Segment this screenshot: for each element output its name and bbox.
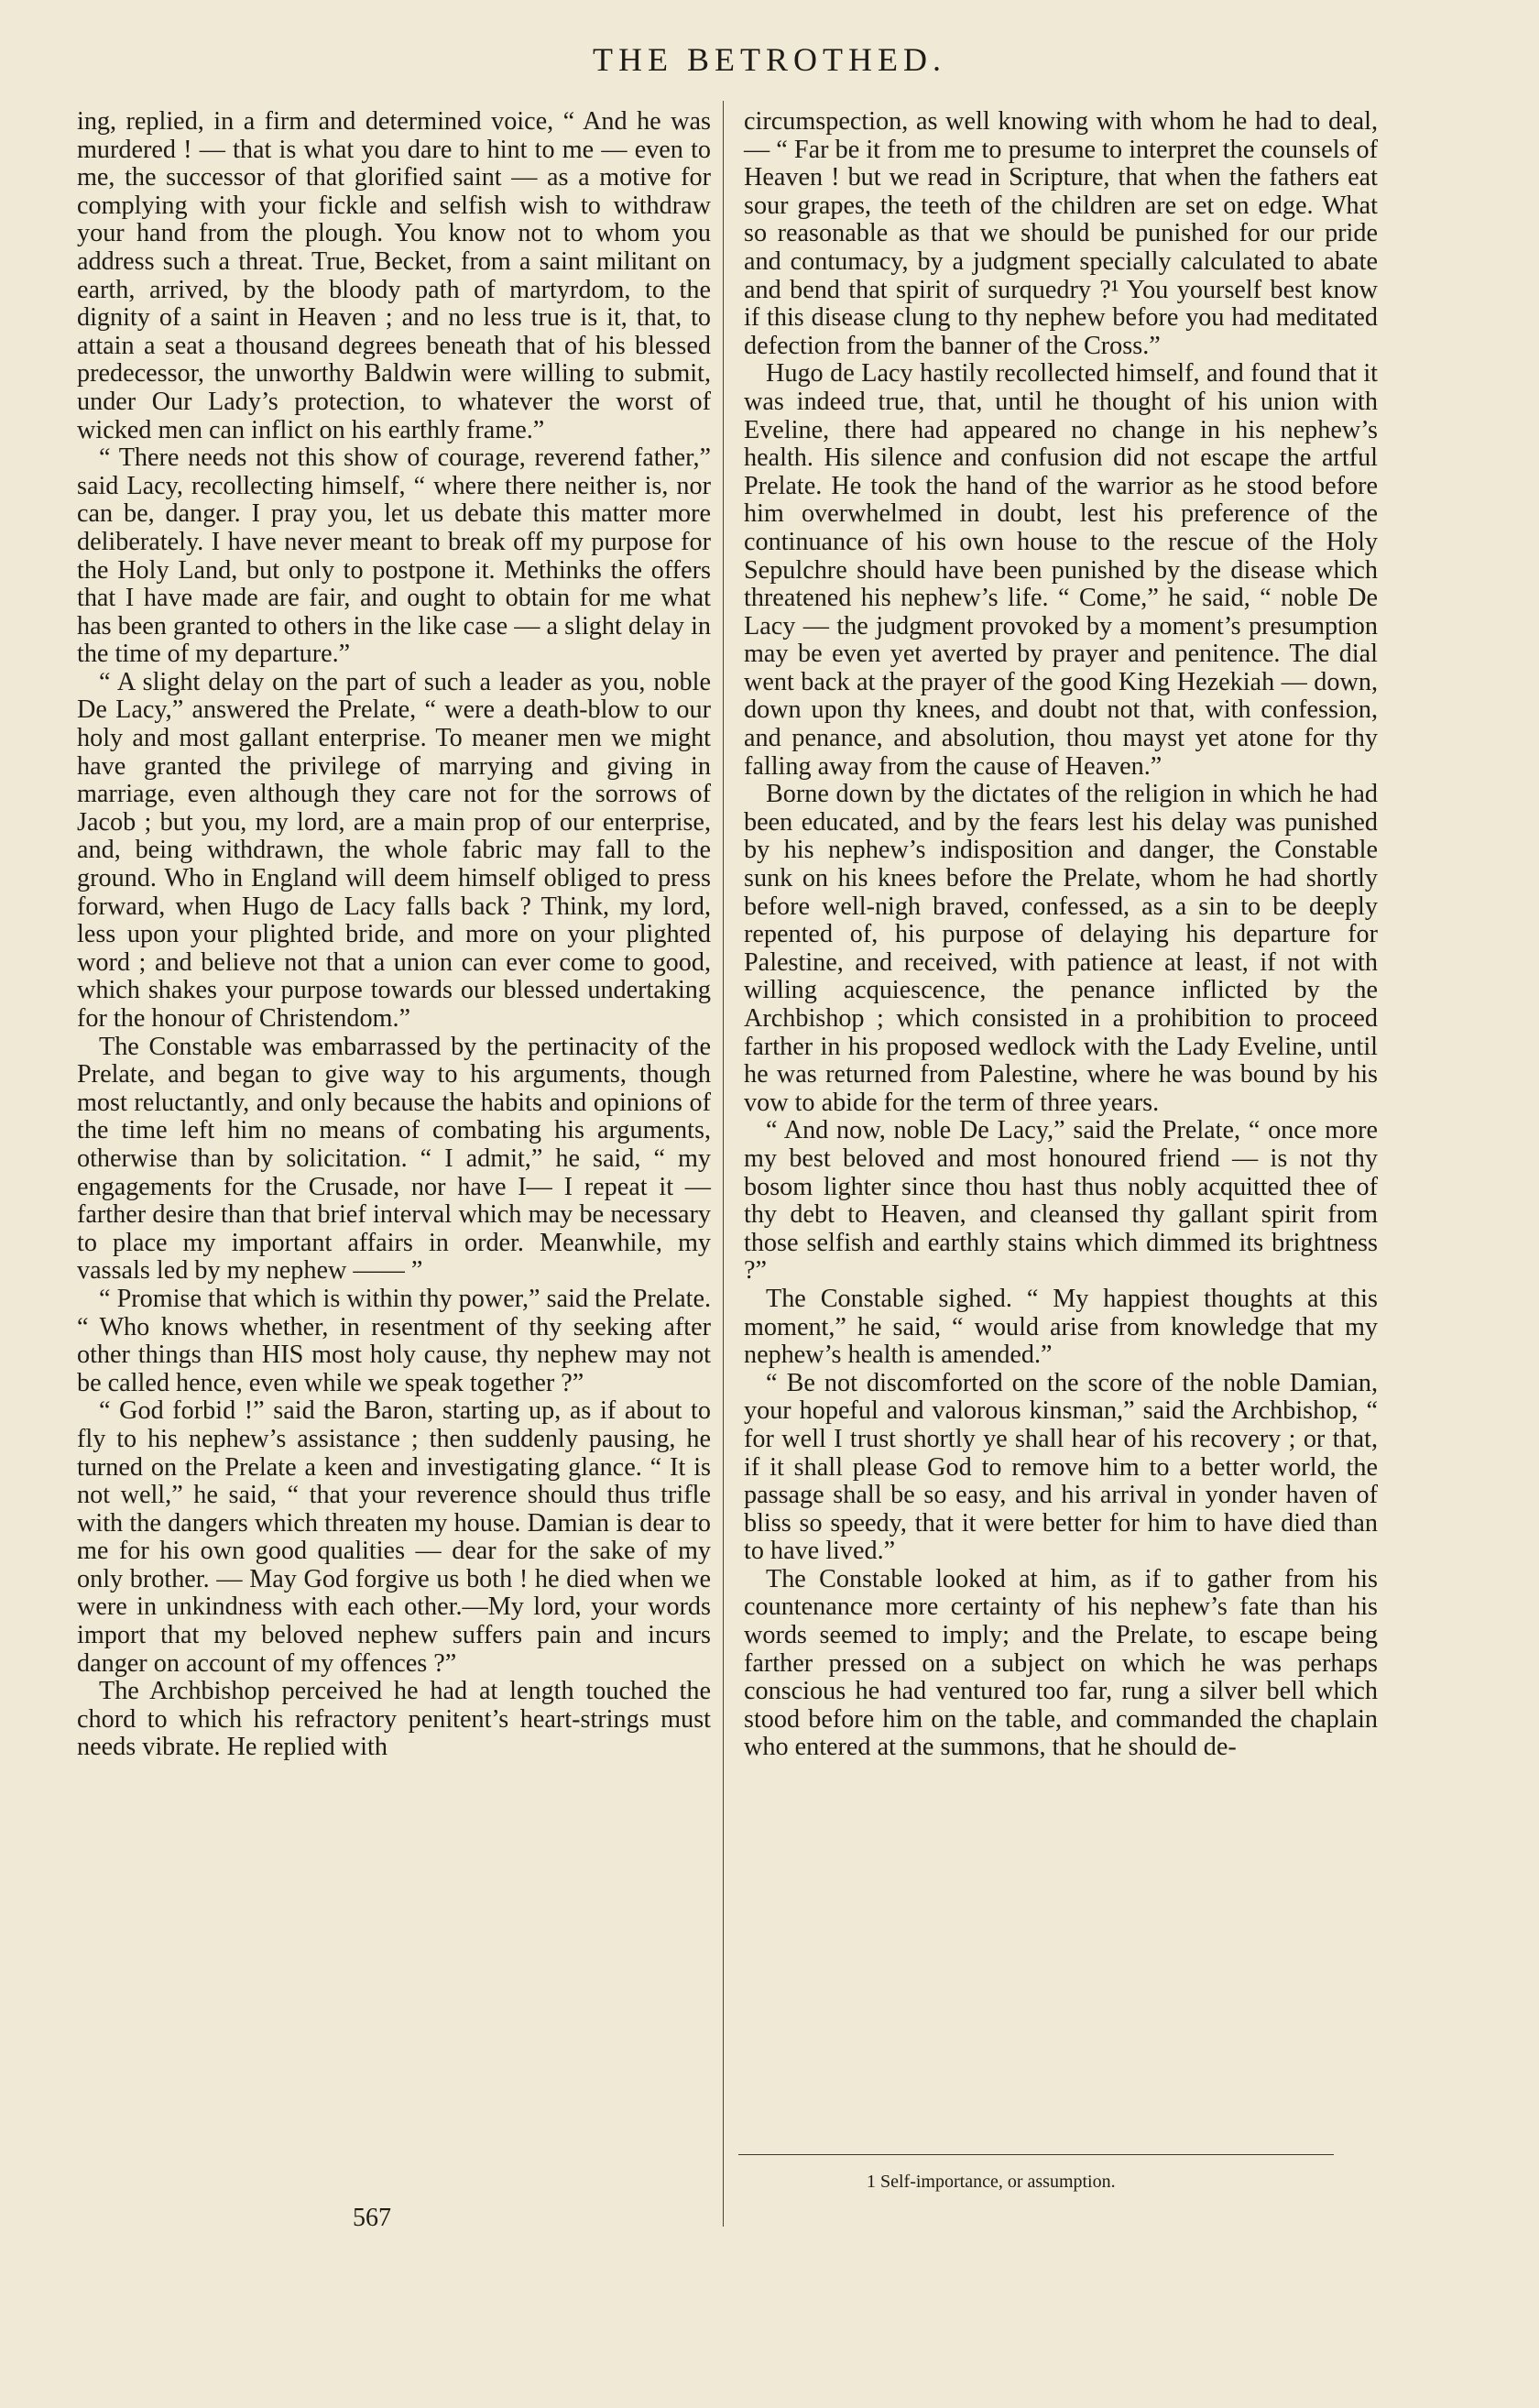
paragraph: “ A slight delay on the part of such a leader as you, noble De Lacy,” answered the Prelate, “ were a death-blow to our holy and most gallant enterprise. To meaner men we might have granted the privilege of marrying and giving in marriage, even although they care not for the sorrows of Jacob ; but you, my lord, are a main prop of our enterprise, and, being withdrawn, the whole fabric may fall to the ground. Who in England will deem himself obliged to press forward, when Hugo de Lacy falls back ? Think, my lord, less upon your plighted bride, and more on your plighted word ; and believe not that a union can ever come to good, which shakes your purpose towards our blessed undertaking for the honour of Christendom.” [77,667,711,1033]
paragraph: “ Promise that which is within thy power,” said the Prelate. “ Who knows whether, in resentment of thy seeking after other things than HIS most holy cause, thy nephew may not be called hence, even while we speak together ?” [77,1284,711,1397]
left-column [77,108,711,1762]
paragraph: The Constable was embarrassed by the pertinacity of the Prelate, and began to give way to his arguments, though most reluctantly, and only because the habits and opinions of the time left him no means of combating his arguments, otherwise than by solicitation. “ I admit,” he said, “ my engagements for the Crusade, nor have I— I repeat it — farther desire than that brief interval which may be necessary to place my important affairs in order. Meanwhile, my vassals led by my nephew —— ” [77,1032,711,1286]
running-head: THE BETROTHED. [593,41,946,78]
paragraph: circumspection, as well knowing with whom he had to deal, — “ Far be it from me to presume to interpret the counsels of Heaven ! but we read in Scripture, that when the fathers eat sour grapes, the teeth of the children are set on edge. What so reasonable as that we should be punished for our pride and contumacy, by a judgment specially calculated to abate and bend that spirit of surquedry ?¹ You yourself best know if this disease clung to thy nephew before you had meditated defection from the banner of the Cross.” [744,107,1378,360]
paragraph: ing, replied, in a firm and determined voice, “ And he was murdered ! — that is what you dare to hint to me — even to me, the successor of that glorified saint — as a motive for complying with your fickle and selfish wish to withdraw your hand from the plough. You know not to whom you address such a threat. True, Becket, from a saint militant on earth, arrived, by the bloody path of martyrdom, to the dignity of a saint in Heaven ; and no less true is it, that, to attain a seat a thousand degrees beneath that of his blessed predecessor, the unworthy Baldwin were willing to submit, under Our Lady’s protection, to whatever the worst of wicked men can inflict on his earthly frame.” [77,107,711,444]
paragraph: Borne down by the dictates of the religion in which he had been educated, and by the fears lest his delay was punished by his nephew’s indisposition and danger, the Constable sunk on his knees before the Prelate, whom he had shortly before well-nigh braved, confessed, as a sin to be deeply repented of, his purpose of delaying his departure for Palestine, and received, with patience at least, if not with willing acquiescence, the penance inflicted by the Archbishop ; which consisted in a prohibition to proceed farther in his proposed wedlock with the Lady Eveline, until he was returned from Palestine, where he was bound by his vow to abide for the term of three years. [744,780,1378,1117]
footnote-rule [738,2154,1334,2155]
paragraph: “ There needs not this show of courage, reverend father,” said Lacy, recollecting himself, “ where there neither is, nor can be, danger. I pray you, let us debate this matter more deliberately. I have never meant to break off my purpose for the Holy Land, but only to postpone it. Methinks the offers that I have made are fair, and ought to obtain for me what has been granted to others in the like case — a slight delay in the time of my departure.” [77,443,711,669]
column-divider [723,101,724,2227]
right-column [744,108,1378,1762]
page-number: 567 [353,2204,391,2232]
paragraph: Hugo de Lacy hastily recollected himself, and found that it was indeed true, that, until he thought of his union with Eveline, there had appeared no change in his nephew’s health. His silence and confusion did not escape the artful Prelate. He took the hand of the warrior as he stood before him overwhelmed in doubt, lest his preference of the continuance of his own house to the rescue of the Holy Sepulchre should have been punished by the disease which threatened his nephew’s life. “ Come,” he said, “ noble De Lacy — the judgment provoked by a moment’s presumption may be even yet averted by prayer and penitence. The dial went back at the prayer of the good King Hezekiah — down, down upon thy knees, and doubt not that, with confession, and penance, and absolution, thou mayst yet atone for thy falling away from the cause of Heaven.” [744,359,1378,781]
paragraph: The Constable looked at him, as if to gather from his countenance more certainty of his nephew’s fate than his words seemed to imply; and the Prelate, to escape being farther pressed on a subject on which he was perhaps conscious he had ventured too far, rung a silver bell which stood before him on the table, and commanded the chaplain who entered at the summons, that he should de- [744,1564,1378,1762]
paragraph: The Archbishop perceived he had at length touched the chord to which his refractory penitent’s heart-strings must needs vibrate. He replied with [77,1677,711,1762]
paragraph: “ Be not discomforted on the score of the noble Damian, your hopeful and valorous kinsman,” said the Archbishop, “ for well I trust shortly ye shall hear of his recovery ; or that, if it shall please God to remove him to a better world, the passage shall be so easy, and his arrival in yonder haven of bliss so speedy, that it were better for him to have died than to have lived.” [744,1368,1378,1566]
paragraph: “ God forbid !” said the Baron, starting up, as if about to fly to his nephew’s assistance ; then suddenly pausing, he turned on the Prelate a keen and investigating glance. “ It is not well,” he said, “ that your reverence should thus trifle with the dangers which threaten my house. Damian is dear to me for his own good qualities — dear for the sake of my only brother. — May God forgive us both ! he died when we were in unkindness with each other.—My lord, your words import that my beloved nephew suffers pain and incurs danger on account of my offences ?” [77,1396,711,1678]
paragraph: “ And now, noble De Lacy,” said the Prelate, “ once more my best beloved and most honoured friend — is not thy bosom lighter since thou hast thus nobly acquitted thee of thy debt to Heaven, and cleansed thy gallant spirit from those selfish and earthly stains which dimmed its brightness ?” [744,1116,1378,1286]
footnote: 1 Self-importance, or assumption. [867,2172,1116,2192]
paragraph: The Constable sighed. “ My happiest thoughts at this moment,” he said, “ would arise from knowledge that my nephew’s health is amended.” [744,1284,1378,1370]
